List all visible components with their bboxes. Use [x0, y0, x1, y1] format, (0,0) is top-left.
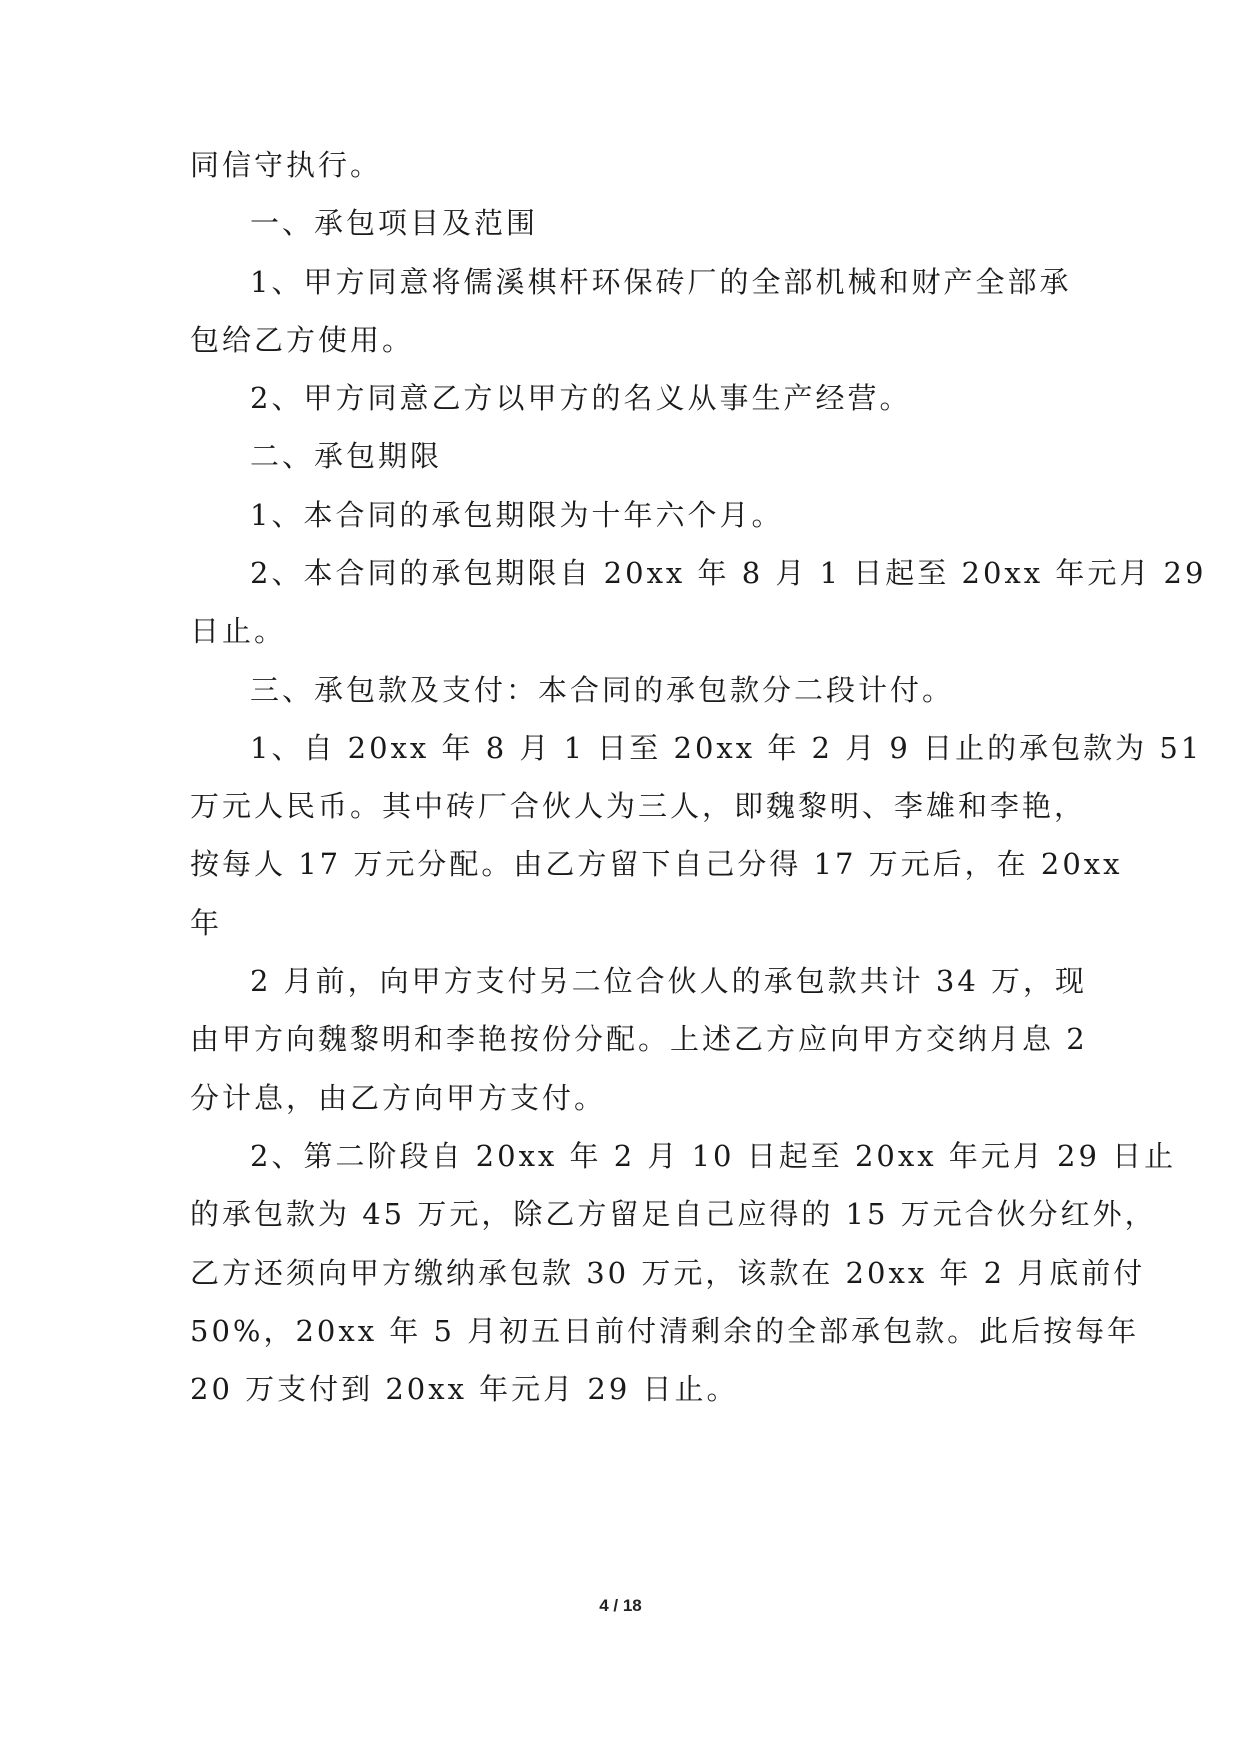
section-heading: 一、承包项目及范围	[250, 206, 539, 240]
body-line: 1、本合同的承包期限为十年六个月。	[250, 498, 784, 532]
body-line: 包给乙方使用。	[190, 323, 415, 357]
body-line: 2、甲方同意乙方以甲方的名义从事生产经营。	[250, 381, 912, 415]
body-line: 2、第二阶段自 20xx 年 2 月 10 日起至 20xx 年元月 29 日止	[250, 1139, 1177, 1173]
section-heading: 二、承包期限	[250, 439, 443, 473]
body-line: 1、自 20xx 年 8 月 1 日至 20xx 年 2 月 9 日止的承包款为 51	[250, 731, 1203, 765]
body-line: 万元人民币。其中砖厂合伙人为三人，即魏黎明、李雄和李艳，	[190, 789, 1087, 823]
body-line: 同信守执行。	[190, 148, 383, 182]
body-line: 按每人 17 万元分配。由乙方留下自己分得 17 万元后，在 20xx	[190, 847, 1123, 881]
section-heading: 三、承包款及支付：本合同的承包款分二段计付。	[250, 673, 955, 707]
body-line: 的承包款为 45 万元，除乙方留足自己应得的 15 万元合伙分红外，	[190, 1197, 1157, 1231]
body-line: 20 万支付到 20xx 年元月 29 日止。	[190, 1372, 739, 1406]
body-line: 年	[190, 906, 223, 940]
body-line: 分计息，由乙方向甲方支付。	[190, 1081, 607, 1115]
body-line: 由甲方向魏黎明和李艳按份分配。上述乙方应向甲方交纳月息 2	[190, 1022, 1088, 1056]
body-line: 50%，20xx 年 5 月初五日前付清剩余的全部承包款。此后按每年	[190, 1314, 1140, 1348]
page-number: 4 / 18	[599, 1596, 642, 1615]
body-line: 1、甲方同意将儒溪棋杆环保砖厂的全部机械和财产全部承	[250, 265, 1072, 299]
body-line: 2 月前，向甲方支付另二位合伙人的承包款共计 34 万，现	[250, 964, 1088, 998]
body-line: 2、本合同的承包期限自 20xx 年 8 月 1 日起至 20xx 年元月 29	[250, 556, 1207, 590]
body-line: 乙方还须向甲方缴纳承包款 30 万元，该款在 20xx 年 2 月底前付	[190, 1256, 1146, 1290]
body-line: 日止。	[190, 614, 287, 648]
